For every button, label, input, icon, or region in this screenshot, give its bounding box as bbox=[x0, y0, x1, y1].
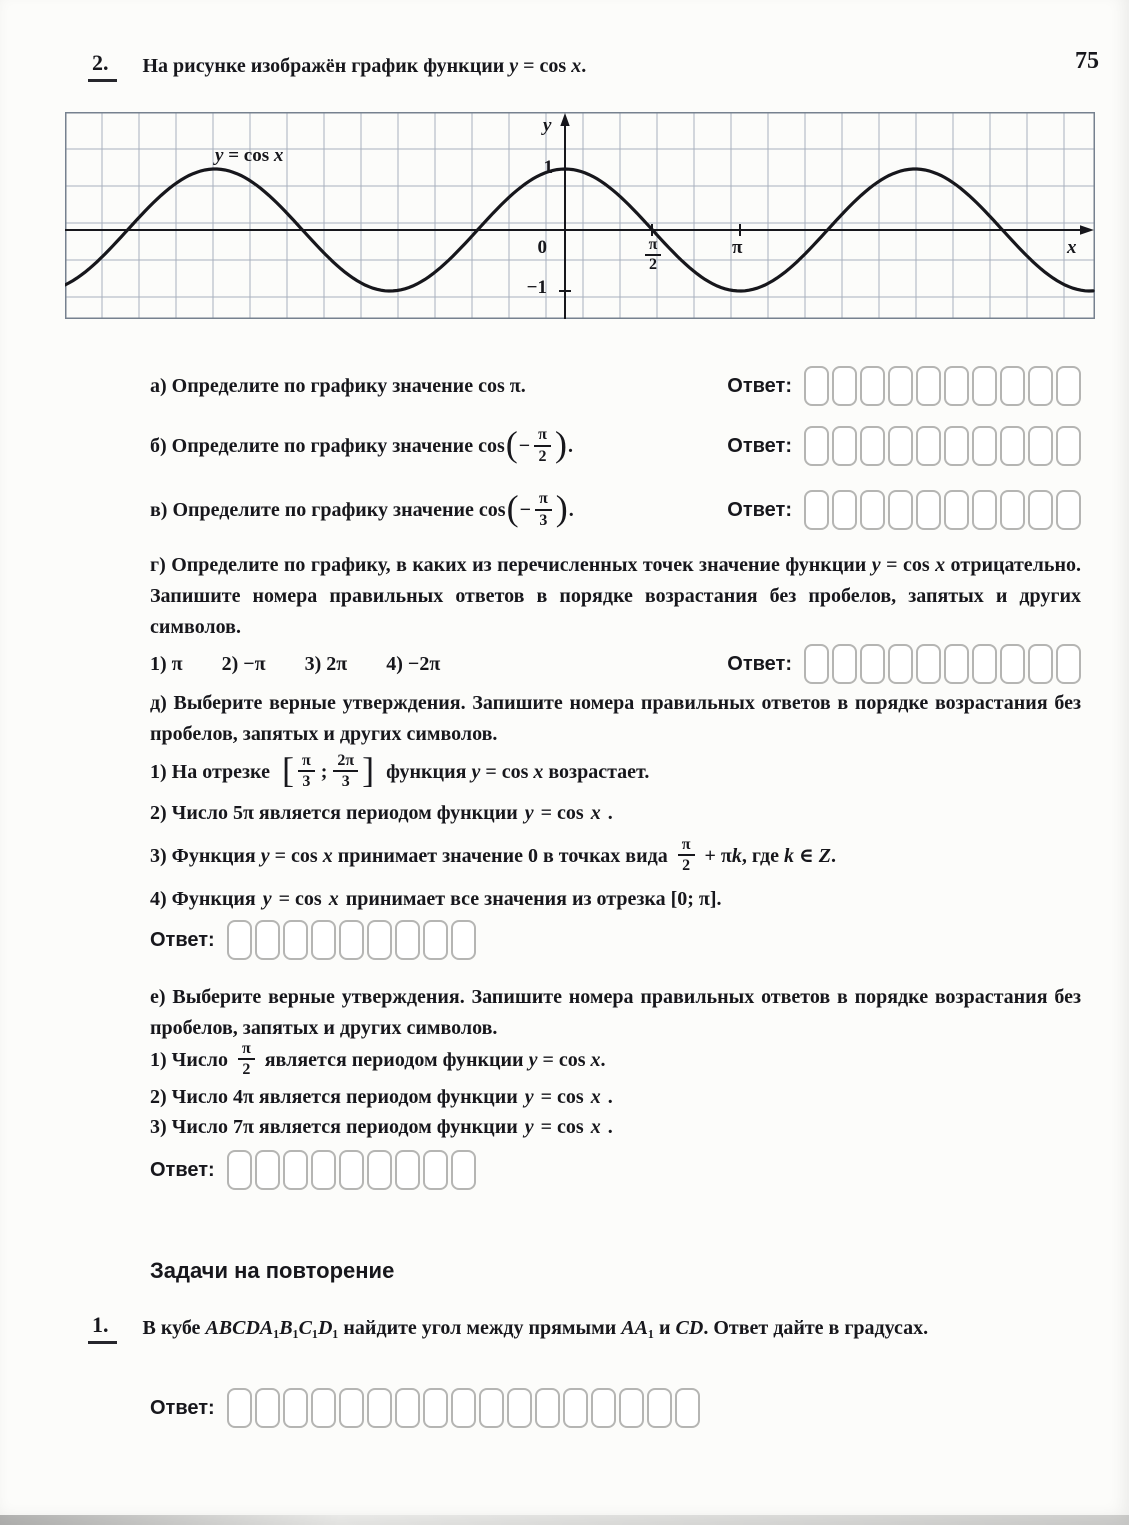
answer-cell bbox=[944, 426, 969, 466]
answer-cell bbox=[619, 1388, 644, 1428]
curve-label: y = cos x bbox=[215, 145, 284, 166]
part-d-statement-4: 4) Функция y = cos x принимает все значения из отрезка [0; π]. bbox=[150, 888, 722, 910]
part-e-statement-1: 1) Число $\frac{\pi}{2}$ является периодом функции y = cos x. bbox=[150, 1040, 606, 1079]
x-axis-arrow bbox=[1080, 225, 1094, 234]
answer-cell bbox=[888, 644, 913, 684]
part-v-text: в) Определите по графику значение cos ( − $\frac{\pi}{3}$ ) . bbox=[150, 487, 574, 529]
answer-cell bbox=[832, 644, 857, 684]
answer-cell bbox=[972, 644, 997, 684]
part-b-text: б) Определите по графику значение cos ( − $\frac{\pi}{2}$ ) . bbox=[150, 423, 573, 465]
answer-cell bbox=[860, 366, 885, 406]
answer-cell bbox=[591, 1388, 616, 1428]
answer-cell bbox=[1056, 644, 1081, 684]
answer-cell bbox=[395, 1388, 420, 1428]
answer-cell bbox=[675, 1388, 700, 1428]
answer-cell bbox=[916, 426, 941, 466]
part-g-text: г) Определите по графику, в каких из перечисленных точек значение функции y = cos x отрицательно. Запишите номера правильных ответов в порядке возрастания без пробелов, запятых и других символов. bbox=[150, 554, 1081, 638]
answer-cell bbox=[916, 366, 941, 406]
tick-label-pi: π bbox=[732, 237, 743, 258]
answer-cell bbox=[563, 1388, 588, 1428]
answer-label: Ответ: bbox=[727, 374, 792, 397]
part-g-options bbox=[150, 653, 474, 676]
part-v-expression: cos ( − $\frac{\pi}{3}$ ) . bbox=[478, 487, 574, 529]
answer-cell bbox=[395, 920, 420, 960]
option-1: 1) π bbox=[150, 652, 183, 675]
graph-border bbox=[66, 113, 1095, 319]
answer-cell bbox=[451, 920, 476, 960]
answer-cell bbox=[888, 426, 913, 466]
fraction: $\frac{\pi}{2}$ bbox=[534, 426, 551, 466]
answer-cell bbox=[311, 1388, 336, 1428]
answer-cell bbox=[507, 1388, 532, 1428]
answer-cell bbox=[339, 1150, 364, 1190]
part-a-row bbox=[150, 366, 1081, 406]
part-g-options-row bbox=[150, 644, 1081, 684]
part-v-row bbox=[150, 487, 1081, 530]
y-axis-label: y bbox=[543, 115, 552, 136]
task2-intro: На рисунке изображён график функции y = cos x. bbox=[142, 55, 587, 77]
tick-label-minus-one: −1 bbox=[526, 277, 547, 298]
answer-cell bbox=[944, 366, 969, 406]
answer-cell bbox=[283, 1388, 308, 1428]
part-e-statement-2: 2) Число 4π является периодом функции y = cos x . bbox=[150, 1086, 613, 1108]
answer-cell bbox=[832, 366, 857, 406]
answer-cell bbox=[1056, 426, 1081, 466]
task1-text: В кубе ABCDA₁B₁C₁D₁ найдите угол между прямыми AA₁ и CD. Ответ дайте в градусах. bbox=[142, 1317, 929, 1339]
y-axis-arrow bbox=[560, 113, 569, 126]
answer-cell bbox=[944, 644, 969, 684]
answer-cell bbox=[423, 1388, 448, 1428]
fraction: $\frac{\pi}{3}$ bbox=[298, 752, 315, 792]
interval-expression: [ $\frac{\pi}{3}$ ; $\frac{2\pi}{3}$ ] bbox=[281, 749, 375, 791]
answer-cells bbox=[227, 1150, 476, 1190]
part-a-text: а) Определите по графику значение cos π. bbox=[150, 375, 526, 397]
part-d-intro: д) Выберите верные утверждения. Запишите номера правильных ответов в порядке возрастания без пробелов, запятых и других символов. bbox=[150, 692, 1081, 745]
task1-answer bbox=[150, 1388, 1081, 1428]
answer-cell bbox=[860, 644, 885, 684]
answer-cell bbox=[832, 426, 857, 466]
answer-cell bbox=[1028, 426, 1053, 466]
answer-cell bbox=[1000, 426, 1025, 466]
part-e-answer bbox=[150, 1150, 1081, 1190]
tick-label-zero: 0 bbox=[537, 237, 547, 258]
answer-label: Ответ: bbox=[727, 434, 792, 457]
part-g-answer bbox=[727, 644, 1081, 684]
fraction: $\frac{\pi}{3}$ bbox=[535, 490, 552, 530]
fraction: $\frac{2\pi}{3}$ bbox=[333, 752, 358, 792]
answer-cell bbox=[367, 1388, 392, 1428]
answer-cells bbox=[804, 426, 1081, 466]
part-v-answer bbox=[727, 490, 1081, 530]
part-d-statement-3: 3) Функция y = cos x принимает значение 0 в точках вида $\frac{\pi}{2}$ + πk, где k ∈ Z. bbox=[150, 836, 836, 875]
answer-cell bbox=[451, 1150, 476, 1190]
part-e-intro: е) Выберите верные утверждения. Запишите номера правильных ответов в порядке возрастания без пробелов, запятых и других символов. bbox=[150, 986, 1081, 1039]
answer-cell bbox=[804, 490, 829, 530]
task2-header bbox=[88, 50, 1081, 82]
answer-cell bbox=[227, 1150, 252, 1190]
answer-cell bbox=[255, 1388, 280, 1428]
answer-cells bbox=[804, 366, 1081, 406]
answer-label: Ответ: bbox=[727, 498, 792, 521]
answer-label: Ответ: bbox=[150, 1158, 215, 1181]
answer-cells bbox=[804, 644, 1081, 684]
grid-lines bbox=[65, 112, 1095, 319]
part-b-expression: cos ( − $\frac{\pi}{2}$ ) . bbox=[478, 423, 573, 465]
answer-cell bbox=[367, 920, 392, 960]
x-axis-label: x bbox=[1067, 237, 1077, 258]
answer-cell bbox=[916, 490, 941, 530]
answer-cell bbox=[1028, 644, 1053, 684]
answer-cell bbox=[860, 426, 885, 466]
answer-cell bbox=[423, 920, 448, 960]
option-3: 3) 2π bbox=[304, 652, 348, 675]
task1-number: 1. bbox=[88, 1312, 117, 1344]
page-number: 75 bbox=[1075, 48, 1099, 74]
answer-cell bbox=[1028, 490, 1053, 530]
part-d-statement-1: 1) На отрезке [ $\frac{\pi}{3}$ ; $\frac{2\pi}{3}$ ] функция y = cos x возрастает. bbox=[150, 749, 650, 791]
answer-cell bbox=[423, 1150, 448, 1190]
tick-label-pi-half: π 2 bbox=[639, 236, 667, 275]
answer-cell bbox=[972, 490, 997, 530]
answer-cells bbox=[227, 920, 476, 960]
answer-cell bbox=[339, 1388, 364, 1428]
part-d-answer bbox=[150, 920, 1081, 960]
answer-cell bbox=[255, 1150, 280, 1190]
cosine-graph-svg bbox=[65, 112, 1095, 319]
answer-cell bbox=[1056, 490, 1081, 530]
answer-cell bbox=[283, 1150, 308, 1190]
fraction: $\frac{\pi}{2}$ bbox=[238, 1040, 255, 1080]
answer-cell bbox=[479, 1388, 504, 1428]
task1-header bbox=[88, 1312, 1081, 1344]
answer-cell bbox=[888, 366, 913, 406]
answer-cell bbox=[339, 920, 364, 960]
part-b-answer bbox=[727, 426, 1081, 466]
answer-cell bbox=[804, 644, 829, 684]
answer-label: Ответ: bbox=[150, 928, 215, 951]
answer-cell bbox=[860, 490, 885, 530]
part-d-statement-2: 2) Число 5π является периодом функции y = cos x . bbox=[150, 802, 613, 824]
cosine-graph bbox=[65, 112, 1095, 319]
answer-cell bbox=[916, 644, 941, 684]
answer-cells bbox=[804, 490, 1081, 530]
answer-cell bbox=[972, 366, 997, 406]
answer-cell bbox=[535, 1388, 560, 1428]
option-4: 4) −2π bbox=[386, 652, 441, 675]
answer-label: Ответ: bbox=[727, 652, 792, 675]
answer-cell bbox=[311, 920, 336, 960]
answer-cell bbox=[944, 490, 969, 530]
answer-cell bbox=[832, 490, 857, 530]
answer-cell bbox=[1000, 490, 1025, 530]
answer-cell bbox=[367, 1150, 392, 1190]
answer-cell bbox=[227, 920, 252, 960]
part-a-answer bbox=[727, 366, 1081, 406]
answer-cells bbox=[227, 1388, 700, 1428]
task2-number: 2. bbox=[88, 50, 117, 82]
section-heading: Задачи на повторение bbox=[150, 1258, 395, 1283]
fraction: $\frac{\pi}{2}$ bbox=[678, 836, 695, 876]
answer-label: Ответ: bbox=[150, 1396, 215, 1419]
tick-label-one: 1 bbox=[543, 157, 553, 178]
answer-cell bbox=[1028, 366, 1053, 406]
answer-cell bbox=[227, 1388, 252, 1428]
part-b-row bbox=[150, 423, 1081, 466]
answer-cell bbox=[647, 1388, 672, 1428]
answer-cell bbox=[395, 1150, 420, 1190]
answer-cell bbox=[311, 1150, 336, 1190]
answer-cell bbox=[804, 426, 829, 466]
answer-cell bbox=[1056, 366, 1081, 406]
answer-cell bbox=[972, 426, 997, 466]
answer-cell bbox=[1000, 644, 1025, 684]
answer-cell bbox=[888, 490, 913, 530]
answer-cell bbox=[804, 366, 829, 406]
answer-cell bbox=[1000, 366, 1025, 406]
answer-cell bbox=[451, 1388, 476, 1428]
option-2: 2) −π bbox=[221, 652, 266, 675]
answer-cell bbox=[283, 920, 308, 960]
answer-cell bbox=[255, 920, 280, 960]
part-e-statement-3: 3) Число 7π является периодом функции y = cos x . bbox=[150, 1116, 613, 1138]
